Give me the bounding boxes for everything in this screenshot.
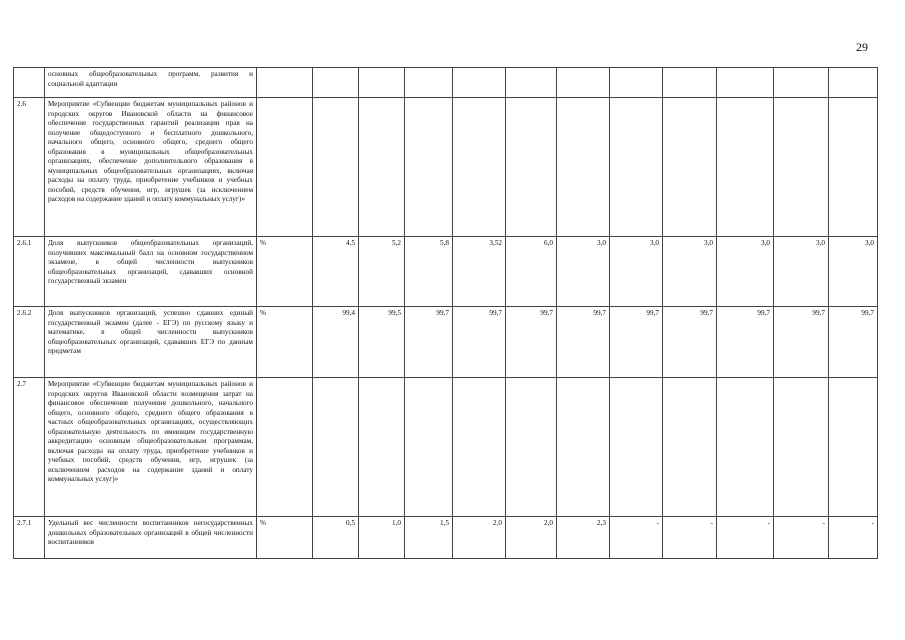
value-cell bbox=[359, 378, 405, 517]
value-cell bbox=[610, 98, 663, 237]
value-cell: 99,7 bbox=[829, 307, 878, 378]
value-cell bbox=[453, 98, 506, 237]
value-cell bbox=[313, 98, 359, 237]
row-code: 2.6.2 bbox=[14, 307, 45, 378]
value-cell: 99,7 bbox=[774, 307, 829, 378]
value-cell bbox=[405, 68, 453, 98]
row-description: основных общеобразовательных программ, развития и социальной адаптации bbox=[45, 68, 257, 98]
value-cell bbox=[313, 378, 359, 517]
value-cell bbox=[717, 68, 774, 98]
page-number: 29 bbox=[856, 40, 868, 54]
value-cell: 99,7 bbox=[663, 307, 717, 378]
row-description: Мероприятие «Субвенции бюджетам муниципальных районов и городских округов Ивановской области возмещения затрат на финансовое обеспечение получения дошкольного, начального общего, основного общего, среднего общего образования в частных общеобразовательных организациях, осуществляющих образовательную деятельность по имеющим государственную аккредитацию основным общеобразовательным программам, включая расходы на оплату труда, приобретение учебников и учебных пособий, средств обучения, игр, игрушек (за исключением расходов на содержание зданий и оплату коммунальных услуг)» bbox=[45, 378, 257, 517]
value-cell bbox=[557, 68, 610, 98]
value-cell: 5,8 bbox=[405, 237, 453, 307]
value-cell bbox=[717, 378, 774, 517]
value-cell: 1,0 bbox=[359, 517, 405, 559]
value-cell: 99,7 bbox=[405, 307, 453, 378]
value-cell: - bbox=[829, 517, 878, 559]
value-cell bbox=[663, 98, 717, 237]
value-cell bbox=[610, 68, 663, 98]
value-cell: 99,5 bbox=[359, 307, 405, 378]
value-cell bbox=[663, 378, 717, 517]
row-unit: % bbox=[257, 307, 313, 378]
value-cell bbox=[829, 378, 878, 517]
value-cell bbox=[506, 68, 557, 98]
value-cell bbox=[359, 68, 405, 98]
value-cell: - bbox=[717, 517, 774, 559]
value-cell: 3,0 bbox=[610, 237, 663, 307]
row-description: Доля выпускников организаций, успешно сдавших единый государственный экзамен (далее - ЕГЭ) по русскому языку и математике, в общей численности выпускников общеобразовательных организаций, сдававших ЕГЭ по данным предметам bbox=[45, 307, 257, 378]
value-cell: 3,0 bbox=[557, 237, 610, 307]
row-code: 2.7 bbox=[14, 378, 45, 517]
value-cell: 99,7 bbox=[557, 307, 610, 378]
value-cell bbox=[506, 378, 557, 517]
value-cell bbox=[610, 378, 663, 517]
value-cell: 99,7 bbox=[717, 307, 774, 378]
table-row bbox=[14, 237, 878, 307]
row-code: 2.7.1 bbox=[14, 517, 45, 559]
row-description: Мероприятие «Субвенции бюджетам муниципальных районов и городских округов Ивановской области на финансовое обеспечение государственных гарантий реализации прав на получение общедоступного и бесплатного дошкольного, начального общего, основного общего, среднего общего образования в муниципальных общеобразовательных организациях, обеспечение дополнительного образования в муниципальных общеобразовательных организациях, включая расходы на оплату труда, приобретение учебников и учебных пособий, средств обучения, игр, игрушек (за исключением расходов на содержание зданий и оплату коммунальных услуг)» bbox=[45, 98, 257, 237]
value-cell: - bbox=[610, 517, 663, 559]
value-cell: 99,7 bbox=[610, 307, 663, 378]
row-unit: % bbox=[257, 517, 313, 559]
value-cell: 3,52 bbox=[453, 237, 506, 307]
value-cell: 3,0 bbox=[774, 237, 829, 307]
row-unit: % bbox=[257, 237, 313, 307]
row-unit bbox=[257, 378, 313, 517]
value-cell: 5,2 bbox=[359, 237, 405, 307]
row-description: Доля выпускников общеобразовательных организаций, получивших максимальный балл на основном государственном экзамене, в общей численности выпускников общеобразовательных организаций, сдававших основной государственный экзамен bbox=[45, 237, 257, 307]
row-unit bbox=[257, 98, 313, 237]
value-cell bbox=[774, 378, 829, 517]
row-code bbox=[14, 68, 45, 98]
value-cell bbox=[829, 98, 878, 237]
value-cell: 3,0 bbox=[829, 237, 878, 307]
value-cell: 3,0 bbox=[717, 237, 774, 307]
value-cell bbox=[405, 98, 453, 237]
row-unit bbox=[257, 68, 313, 98]
value-cell bbox=[359, 98, 405, 237]
value-cell bbox=[829, 68, 878, 98]
value-cell: 99,7 bbox=[506, 307, 557, 378]
value-cell: - bbox=[774, 517, 829, 559]
value-cell bbox=[774, 98, 829, 237]
value-cell bbox=[453, 378, 506, 517]
row-description: Удельный вес численности воспитанников негосударственных дошкольных образовательных организаций в общей численности воспитанников bbox=[45, 517, 257, 559]
value-cell bbox=[774, 68, 829, 98]
table-row bbox=[14, 307, 878, 378]
value-cell: 99,4 bbox=[313, 307, 359, 378]
value-cell bbox=[663, 68, 717, 98]
value-cell: 3,0 bbox=[663, 237, 717, 307]
value-cell: 4,5 bbox=[313, 237, 359, 307]
value-cell: 6,0 bbox=[506, 237, 557, 307]
value-cell: 1,5 bbox=[405, 517, 453, 559]
value-cell bbox=[506, 98, 557, 237]
value-cell: 2,3 bbox=[557, 517, 610, 559]
table-row bbox=[14, 98, 878, 237]
value-cell: 2,0 bbox=[506, 517, 557, 559]
table-row bbox=[14, 378, 878, 517]
value-cell bbox=[313, 68, 359, 98]
value-cell: 2,0 bbox=[453, 517, 506, 559]
value-cell: - bbox=[663, 517, 717, 559]
value-cell: 99,7 bbox=[453, 307, 506, 378]
value-cell: 0,5 bbox=[313, 517, 359, 559]
row-code: 2.6.1 bbox=[14, 237, 45, 307]
value-cell bbox=[405, 378, 453, 517]
table-row bbox=[14, 517, 878, 559]
value-cell bbox=[453, 68, 506, 98]
row-code: 2.6 bbox=[14, 98, 45, 237]
value-cell bbox=[717, 98, 774, 237]
value-cell bbox=[557, 98, 610, 237]
value-cell bbox=[557, 378, 610, 517]
indicators-table bbox=[13, 67, 878, 559]
table-row bbox=[14, 68, 878, 98]
